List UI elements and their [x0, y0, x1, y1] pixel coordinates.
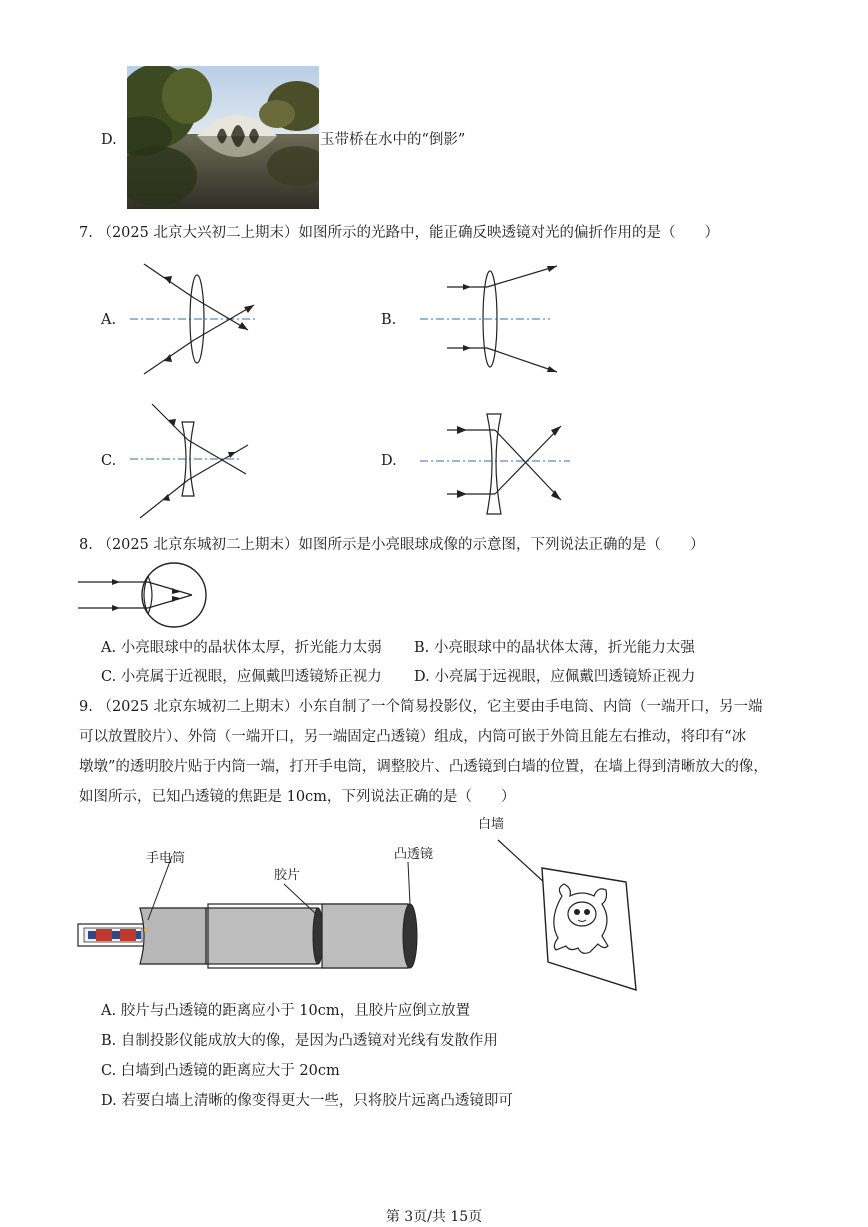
q9-option-c: C. 白墙到凸透镜的距离应大于 20cm	[101, 1063, 340, 1079]
q7-option-c-label: C.	[101, 453, 117, 469]
q9-stem-line-4: 如图所示，已知凸透镜的焦距是 10cm，下列说法正确的是（ ）	[79, 789, 516, 805]
q9-stem-line-3: 墩墩”的透明胶片贴于内筒一端，打开手电筒，调整胶片、凸透镜到白墙的位置，在墙上得到清晰放大的像，	[79, 759, 768, 775]
q8-option-d: D. 小亮属于远视眼，应佩戴凹透镜矫正视力	[414, 669, 696, 685]
q7-diagram-d	[415, 402, 575, 522]
label-white-wall: 白墙	[478, 817, 505, 832]
q8-option-b: B. 小亮眼球中的晶状体太薄，折光能力太强	[414, 640, 695, 656]
q7-diagram-c	[130, 400, 270, 520]
q8-stem: 8. （2025 北京东城初二上期末）如图所示是小亮眼球成像的示意图，下列说法正确的是（ ）	[79, 537, 705, 553]
q7-diagram-a	[130, 258, 270, 378]
q8-eye-diagram	[78, 562, 218, 632]
q6-option-d-label: D.	[101, 132, 117, 148]
q7-option-d-label: D.	[381, 453, 397, 469]
q9-projector-diagram	[78, 812, 638, 992]
q7-option-a-label: A.	[101, 312, 117, 328]
q9-stem-line-2: 可以放置胶片）、外筒（一端开口，另一端固定凸透镜）组成，内筒可嵌于外筒且能左右推动，将印有“冰	[79, 729, 747, 745]
q6-option-d-caption: 玉带桥在水中的“倒影”	[320, 132, 466, 148]
label-convex-lens: 凸透镜	[394, 847, 434, 862]
q7-option-b-label: B.	[381, 312, 397, 328]
q9-option-a: A. 胶片与凸透镜的距离应小于 10cm，且胶片应倒立放置	[101, 1003, 471, 1019]
q8-option-a: A. 小亮眼球中的晶状体太厚，折光能力太弱	[101, 640, 382, 656]
label-flashlight: 手电筒	[146, 851, 186, 866]
q9-option-d: D. 若要白墙上清晰的像变得更大一些，只将胶片远离凸透镜即可	[101, 1093, 513, 1109]
label-film: 胶片	[274, 868, 301, 883]
page-footer: 第 3页/共 15页	[385, 1209, 483, 1225]
q9-stem-line-1: 9. （2025 北京东城初二上期末）小东自制了一个简易投影仪，它主要由手电筒、内筒（一端开口，另一端	[79, 699, 763, 715]
bridge-reflection-photo	[127, 66, 319, 209]
q8-option-c: C. 小亮属于近视眼，应佩戴凹透镜矫正视力	[101, 669, 382, 685]
q7-diagram-b	[415, 258, 565, 378]
q7-stem: 7. （2025 北京大兴初二上期末）如图所示的光路中，能正确反映透镜对光的偏折作用的是（ ）	[79, 225, 719, 241]
q9-option-b: B. 自制投影仪能成放大的像，是因为凸透镜对光线有发散作用	[101, 1033, 498, 1049]
